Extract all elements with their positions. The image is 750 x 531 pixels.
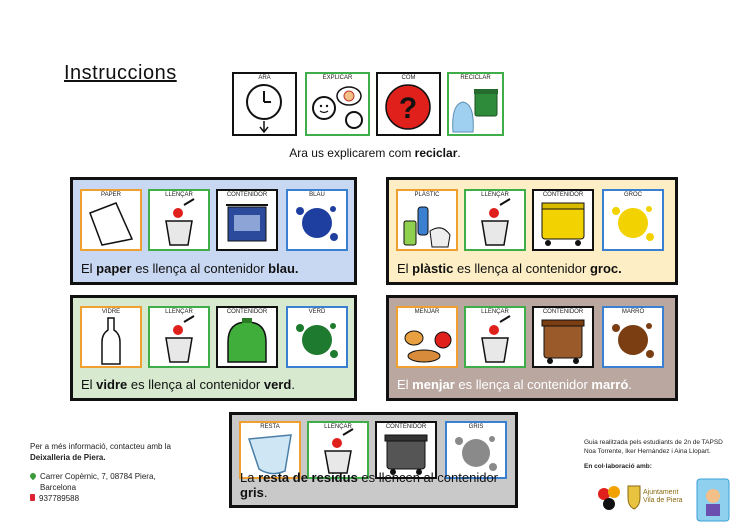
card-label: MARRÓ: [621, 309, 645, 315]
location-pin-icon: [29, 472, 37, 480]
throw-trash-icon: [150, 308, 208, 366]
card-label: ARA: [258, 75, 271, 81]
card-label: GROC: [624, 192, 642, 198]
text: es llença al contenidor: [453, 261, 590, 276]
address-city: Barcelona: [40, 483, 77, 492]
question-icon: [378, 74, 439, 134]
card-label: COM: [401, 75, 416, 81]
card-plastic: [396, 189, 458, 251]
card-label: PLÀSTIC: [414, 192, 440, 198]
card-throw: [148, 189, 210, 251]
text-bold: blau.: [268, 261, 299, 276]
explain-people-icon: [307, 74, 368, 134]
card-container: [216, 189, 278, 251]
text-bold: vidre: [96, 377, 128, 392]
panel-plastic: [386, 177, 678, 285]
card-color: [286, 189, 348, 251]
blue-container-icon: [218, 191, 276, 249]
card-color: [602, 306, 664, 368]
card-color: [286, 306, 348, 368]
card-label: CONTENIDOR: [226, 192, 268, 198]
food-icon: [398, 308, 456, 366]
grey-paint-splash-icon: [447, 423, 505, 477]
text-bold: verd: [263, 377, 292, 392]
card-throw: [148, 306, 210, 368]
glass-bottle-icon: [82, 308, 140, 366]
card-paper: [80, 189, 142, 251]
green-paint-splash-icon: [288, 308, 346, 366]
text-bold: marró: [591, 377, 629, 392]
panel-food: [386, 295, 678, 401]
address-text: Carrer Copèrnic, 7, 08784 Piera,: [40, 472, 156, 481]
blue-paint-splash-icon: [288, 191, 346, 249]
intro-part: .: [457, 146, 461, 160]
school-logo-icon: [594, 482, 624, 522]
text: .: [628, 377, 632, 392]
card-label: RECICLAR: [460, 75, 491, 81]
text: El: [397, 377, 413, 392]
card-food: [396, 306, 458, 368]
phone-icon: [30, 494, 35, 501]
card-container: [532, 306, 594, 368]
panel-paper: [70, 177, 357, 285]
text: es llença al contenidor: [127, 377, 264, 392]
throw-trash-icon: [466, 191, 524, 249]
text: es llença al contenidor: [131, 261, 269, 276]
intro-text: [0, 146, 750, 160]
card-label: EXPLICAR: [322, 75, 353, 81]
text-bold: menjar: [412, 377, 455, 392]
panel-sentence: [81, 261, 299, 276]
brown-paint-splash-icon: [604, 308, 662, 366]
credits-names: Noa Torrente, Iker Hernández i Aina Llopart.: [584, 448, 711, 455]
card-label: MENJAR: [414, 309, 440, 315]
text: El: [81, 261, 97, 276]
town-shield-icon: [627, 484, 641, 510]
phone-number: 937789588: [39, 494, 80, 503]
card-label: CONTENIDOR: [542, 309, 584, 315]
ajuntament-logo-text: [643, 489, 683, 505]
card-com: [376, 72, 441, 136]
text: El: [397, 261, 413, 276]
text-bold: gris: [240, 485, 264, 500]
paper-sheet-icon: [82, 191, 140, 249]
card-label: CONTENIDOR: [542, 192, 584, 198]
yellow-paint-splash-icon: [604, 191, 662, 249]
clock-icon: [234, 74, 295, 134]
panel-sentence: [240, 470, 515, 500]
panel-sentence: [81, 377, 295, 392]
panel-sentence: [397, 261, 622, 276]
footer-credits: [584, 438, 744, 471]
footer-contact: [30, 441, 220, 504]
text: es llença al contenidor: [454, 377, 592, 392]
text: es llencen al contenidor: [357, 470, 498, 485]
recycle-bin-icon: [449, 74, 502, 134]
diaper-icon: [241, 423, 299, 477]
card-label: GRIS: [468, 424, 484, 430]
card-reciclar: [447, 72, 504, 136]
card-label: LLENÇAR: [481, 192, 509, 198]
card-label: VERD: [308, 309, 326, 315]
logo-line: Vila de Piera: [643, 497, 683, 504]
panel-glass: [70, 295, 357, 401]
card-label: CONTENIDOR: [226, 309, 268, 315]
logo-line: Ajuntament: [643, 489, 679, 496]
plastic-bottles-icon: [398, 191, 456, 249]
card-container: [216, 306, 278, 368]
card-container: [532, 189, 594, 251]
card-throw: [464, 306, 526, 368]
card-color: [602, 189, 664, 251]
contact-text: Per a més informació, contacteu amb la: [30, 442, 171, 451]
text: .: [291, 377, 295, 392]
card-label: PAPER: [101, 192, 121, 198]
grey-container-icon: [377, 423, 435, 477]
card-label: LLENÇAR: [481, 309, 509, 315]
card-ara: [232, 72, 297, 136]
throw-trash-icon: [309, 423, 367, 477]
text-bold: paper: [96, 261, 132, 276]
green-igloo-container-icon: [218, 308, 276, 366]
card-label: LLENÇAR: [324, 424, 352, 430]
text-bold: groc.: [589, 261, 622, 276]
card-label: LLENÇAR: [165, 309, 193, 315]
text: .: [263, 485, 268, 500]
panel-sentence: [397, 377, 632, 392]
card-label: CONTENIDOR: [385, 424, 427, 430]
card-label: RESTA: [260, 424, 280, 430]
card-label: VIDRE: [101, 309, 121, 315]
partner-logo-icon: [696, 478, 730, 522]
card-label: LLENÇAR: [165, 192, 193, 198]
brown-container-icon: [534, 308, 592, 366]
throw-trash-icon: [150, 191, 208, 249]
card-throw: [464, 189, 526, 251]
intro-bold: reciclar: [414, 146, 458, 160]
text-bold: plàstic: [412, 261, 454, 276]
svg-text:?: ?: [398, 92, 418, 125]
page-title: Instruccions: [64, 62, 177, 84]
throw-trash-icon: [466, 308, 524, 366]
collab-label: En col·laboració amb:: [584, 463, 652, 470]
credits-text: Guia realitzada pels estudiants de 2n de TAPSD: [584, 439, 723, 446]
contact-org: Deixalleria de Piera.: [30, 453, 106, 462]
card-explicar: [305, 72, 370, 136]
intro-part: Ara us explicarem com: [289, 146, 415, 160]
yellow-container-icon: [534, 191, 592, 249]
text-bold: resta de residus: [258, 470, 358, 485]
card-glass: [80, 306, 142, 368]
text: La: [240, 470, 259, 485]
panel-rest: [229, 412, 518, 508]
text: El: [81, 377, 97, 392]
card-label: BLAU: [309, 192, 325, 198]
